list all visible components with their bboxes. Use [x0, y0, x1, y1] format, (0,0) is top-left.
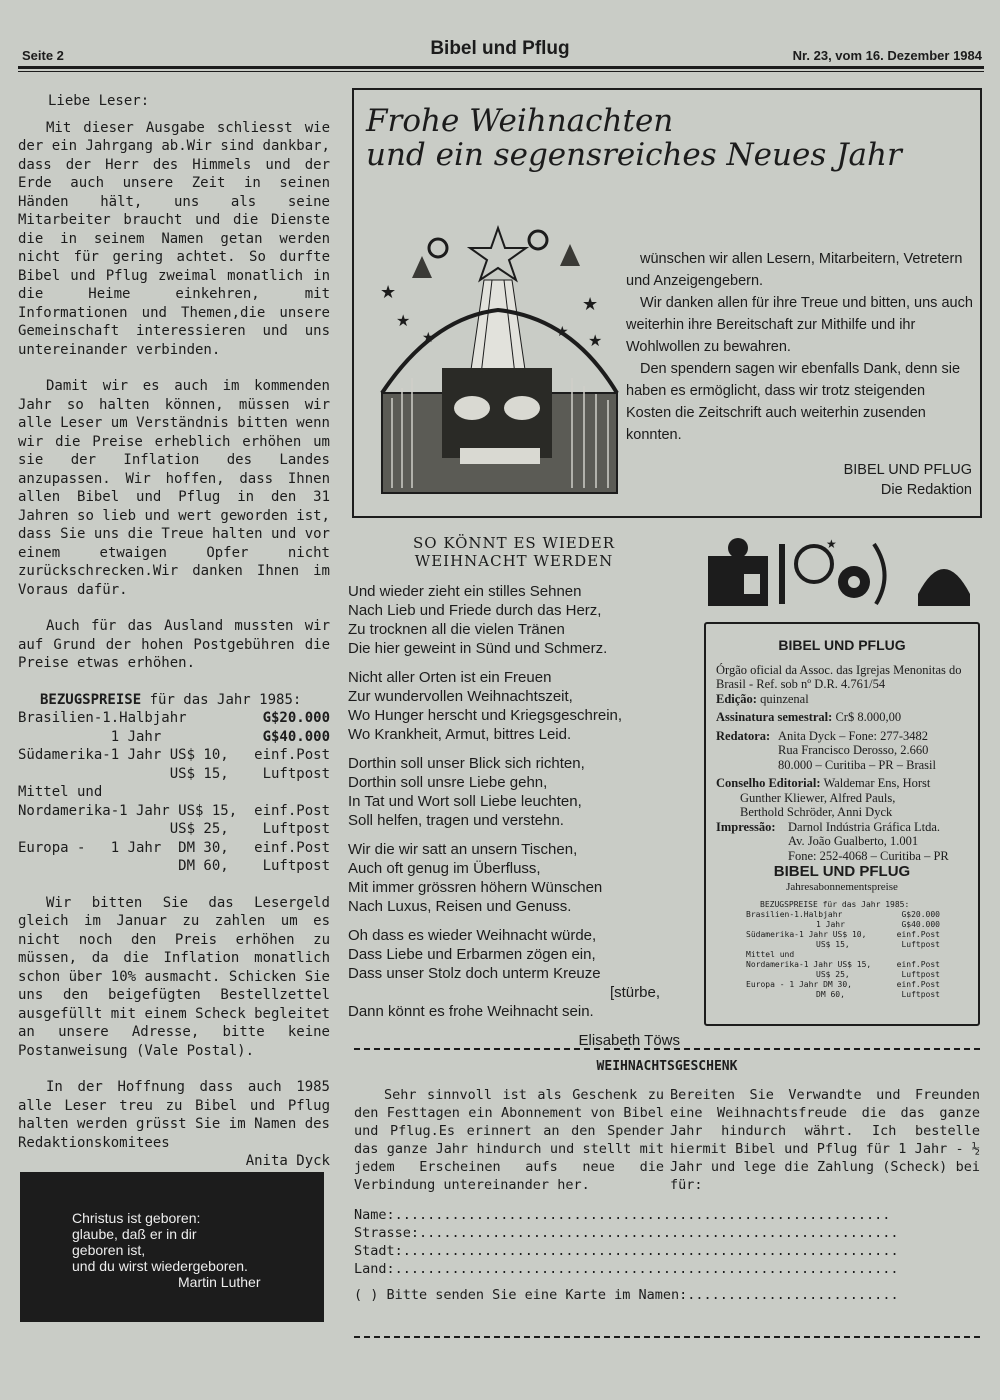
- issue-date: Nr. 23, vom 16. Dezember 1984: [792, 48, 982, 63]
- poem-line: In Tat und Wort soll Liebe leuchten,: [348, 793, 582, 810]
- poem-title: SO KÖNNT ES WIEDER WEIHNACHT WERDEN: [412, 534, 616, 570]
- gift-text-left: Sehr sinnvoll ist als Geschenk zu den Festtagen ein Abonnement von Bibel und Pflug.Es erinnert an den Spender das ganze Jahr hindurch und stellt mit jedem Erscheinen aufs neue die Verbindung untereinander her.: [354, 1087, 664, 1193]
- poem-line: Soll helfen, tragen und verstehn.: [348, 812, 564, 829]
- impressum-edicao: Edição: quinzenal: [716, 691, 809, 706]
- poem-line: Die hier geweint in Sünd und Schmerz.: [348, 640, 608, 657]
- greeting-title: Frohe Weihnachten und ein segensreiches Neues Jahr: [366, 103, 902, 173]
- svg-text:★: ★: [826, 537, 837, 551]
- impressum-organ: Órgão oficial da Assoc. das Igrejas Menonitas do Brasil - Ref. sob nº D.R. 4.761/54: [716, 662, 962, 691]
- country-field[interactable]: Land:..............................................................: [354, 1261, 899, 1277]
- poem-line: Dorthin soll unsre Liebe gehn,: [348, 774, 548, 791]
- luther-quote-box: [20, 1172, 324, 1322]
- impressum-subtitle: Jahresabonnementspreise: [786, 880, 898, 893]
- poem-line: Nach Lieb und Friede durch das Herz,: [348, 602, 602, 619]
- poem-line: Zur wundervollen Weihnachtszeit,: [348, 688, 573, 705]
- price-heading: BEZUGSPREISE für das Jahr 1985:: [40, 691, 302, 708]
- gift-subscription-form: [354, 1058, 980, 1304]
- editorial-paragraph: Mit dieser Ausgabe schliesst wie der ein Jahrgang ab.Wir sind dankbar, dass der Herr des Himmels und der Erde auch unsere Zeit in seinen Händen hält, uns als seine Mitarbeiter braucht und die Dienste die in seinem Namen getan werden nicht für gering achtet. So durfte Bibel und Pflug zweimal monatlich in die Heime einkehren, mit Informationen und Themen,die unsere Gemeinschaft interessieren und uns untereinander verbinden.: [18, 119, 330, 358]
- dashed-rule-top: [354, 1048, 980, 1050]
- city-field[interactable]: Stadt:.............................................................: [354, 1243, 899, 1259]
- quote-line: Christus ist geboren:: [72, 1210, 201, 1226]
- quote-line: und du wirst wiedergeboren.: [72, 1258, 248, 1274]
- impressum-price-row: Brasilien-1.Halbjahr G$20.000: [746, 910, 940, 919]
- price-row: Mittel und: [18, 784, 103, 800]
- price-row: Brasilien-1.Halbjahr G$20.000: [18, 710, 330, 726]
- impressum-impressao: Impressão: Darnol Indústria Gráfica Ltda. Av. João Gualberto, 1.001 Fone: 252-4068 – Curitiba – PR: [716, 819, 949, 863]
- greeting-signature: BIBEL UND PFLUG Die Redaktion: [843, 462, 972, 498]
- name-field[interactable]: Name:.............................................................: [354, 1207, 891, 1223]
- page-number: Seite 2: [22, 48, 64, 63]
- impressum-price-row: Nordamerika-1 Jahr US$ 15, einf.Post: [746, 960, 940, 969]
- poem-line: Nach Luxus, Reisen und Genuss.: [348, 898, 572, 915]
- poem-line: Nicht aller Orten ist ein Freuen: [348, 669, 552, 686]
- salutation: Liebe Leser:: [48, 93, 150, 109]
- poem-line: Und wieder zieht ein stilles Sehnen: [348, 583, 582, 600]
- quote-line: glaube, daß er in dir: [72, 1226, 197, 1242]
- poem-stanza: [348, 840, 680, 916]
- price-list: [18, 691, 330, 876]
- poem-line: Zu trocknen all die vielen Tränen: [348, 621, 565, 638]
- poem-line: Auch oft genug im Überfluss,: [348, 860, 541, 877]
- impressum-price-row: DM 60, Luftpost: [816, 990, 940, 999]
- impressum-conselho: Conselho Editorial: Waldemar Ens, Horst Gunther Kliewer, Alfred Pauls, Berthold Schröder, Anni Dyck: [716, 776, 931, 819]
- impressum-title: BIBEL UND PFLUG: [778, 637, 906, 653]
- editorial-signature: Anita Dyck: [245, 1153, 330, 1169]
- price-row: US$ 25, Luftpost: [18, 821, 330, 837]
- poem-stanza: [348, 668, 680, 744]
- impressum-price-row: 1 Jahr G$40.000: [816, 920, 940, 929]
- card-request-field[interactable]: ( ) Bitte senden Sie eine Karte im Namen:..........................: [354, 1287, 899, 1303]
- price-row: US$ 15, Luftpost: [18, 765, 330, 782]
- poem-stanza: [348, 926, 680, 1021]
- greeting-paragraph: wünschen wir allen Lesern, Mitarbeitern, Vetretern und Anzeigengebern.: [626, 251, 963, 289]
- poem-line: Wir die wir satt an unsern Tischen,: [348, 841, 578, 858]
- svg-text:★: ★: [380, 282, 397, 303]
- greeting-text: [626, 248, 974, 446]
- greeting-paragraph: Wir danken allen für ihre Treue und bitten, uns auch weiterhin ihre Bereitschaft zur Mithilfe und ihr Wohlwollen zu bewahren.: [626, 295, 973, 355]
- poem-line: Dass unser Stolz doch unterm Kreuze: [348, 965, 601, 982]
- impressum-price-row: Südamerika-1 Jahr US$ 10, einf.Post: [746, 930, 940, 939]
- poem-line: Dorthin soll unser Blick sich richten,: [348, 755, 585, 772]
- poem-line: Wo Krankheit, Armut, bittres Leid.: [348, 726, 572, 743]
- price-row: Europa - 1 Jahr DM 30, einf.Post: [18, 839, 330, 856]
- impressum-price-row: US$ 15, Luftpost: [816, 940, 940, 949]
- impressum-redatora: Redatora: Anita Dyck – Fone: 277-3482 Rua Francisco Derosso, 2.660 80.000 – Curitiba – PR – Brasil: [716, 728, 936, 772]
- editorial-column: [18, 92, 330, 1171]
- gift-text-right: Bereiten Sie Verwandte und Freunden eine Weihnachtsfreude die das ganze Jahr hindurch währt. Ich bestelle hiermit Bibel und Pflug für 1 Jahr - ½ Jahr und lege die Zahlung (Scheck) bei für:: [670, 1087, 980, 1193]
- svg-text:★: ★: [582, 294, 599, 315]
- price-row: 1 Jahr G$40.000: [18, 728, 330, 745]
- dashed-rule-bottom: [354, 1336, 980, 1338]
- svg-text:★: ★: [422, 330, 435, 346]
- svg-text:★: ★: [588, 331, 603, 350]
- quote-author: Martin Luther: [178, 1274, 261, 1290]
- svg-text:★: ★: [556, 324, 569, 340]
- poem-line: Dann könnt es frohe Weihnacht sein.: [348, 1003, 594, 1020]
- impressum-box: [704, 622, 980, 1026]
- street-field[interactable]: Strasse:...........................................................: [354, 1225, 899, 1241]
- poem-stanza: [348, 582, 680, 658]
- greeting-paragraph: Den spendern sagen wir ebenfalls Dank, denn sie haben es ermöglicht, dass wir trotz steigenden Kosten die Zeitschrift auch weiterhin zusenden konnten.: [626, 361, 961, 443]
- poem-stanza: [348, 754, 680, 830]
- poem-line: Wo Hunger herscht und Kriegsgeschrein,: [348, 707, 623, 724]
- svg-text:★: ★: [396, 311, 411, 330]
- poem-line: Dass Liebe und Erbarmen zögen ein,: [348, 946, 596, 963]
- price-row: Nordamerika-1 Jahr US$ 15, einf.Post: [18, 802, 330, 819]
- gift-title: WEIHNACHTSGESCHENK: [596, 1059, 738, 1074]
- header-rule-thin: [18, 71, 984, 72]
- christmas-greeting-box: [352, 88, 982, 518]
- poem-line: Mit immer grössren höhern Wünschen: [348, 879, 603, 896]
- impressum-assinatura: Assinatura semestral: Cr$ 8.000,00: [716, 710, 902, 724]
- impressum-price-row: Mittel und: [746, 950, 795, 959]
- editorial-paragraph: Damit wir es auch im kommenden Jahr so halten können, müssen wir alle Leser um Verständnis bitten wenn wir die Preise erheblich erhöhen um sie der Inflation des Landes anzupassen. Wir hoffen, dass Ihnen allen Bibel und Pflug in den 31 Jahren so lieb und wert geworden ist, dass Sie uns die Treue halten und vor einem etwaigen Opfer nicht zurückschrecken.Wir danken Ihnen im Voraus dafür.: [18, 378, 330, 598]
- price-row: Südamerika-1 Jahr US$ 10, einf.Post: [18, 747, 330, 763]
- nativity-illustration: [372, 218, 624, 508]
- impressum-title-2: BIBEL UND PFLUG: [773, 863, 911, 880]
- impressum-price-row: US$ 25, Luftpost: [816, 970, 940, 979]
- poem: [348, 534, 680, 1050]
- header-rule: [18, 66, 984, 69]
- price-row: DM 60, Luftpost: [18, 858, 330, 874]
- christmas-ornaments-illustration: [704, 534, 980, 608]
- poem-line: Oh dass es wieder Weihnacht würde,: [348, 927, 597, 944]
- editorial-paragraph: Wir bitten Sie das Lesergeld gleich im Januar zu zahlen um es nicht noch den Preis erhöhen zu müssen, da die Inflation monatlich schon über 10% ausmacht. Schicken Sie uns den beigefügten Bestellzettel ausgefüllt mit einem Scheck begleitet an unsere Adresse, bitte keine Postanweisung (Vale Postal).: [18, 894, 330, 1059]
- editorial-paragraph: Auch für das Ausland mussten wir auf Grund der hohen Postgebühren die Preise etwas erhöhen.: [18, 618, 330, 671]
- editorial-paragraph: In der Hoffnung dass auch 1985 alle Leser treu zu Bibel und Pflug halten werden grüsst Sie im Namen des Redaktionskomitees: [18, 1079, 330, 1151]
- poem-line: [stürbe,: [609, 984, 660, 1001]
- quote-line: geboren ist,: [72, 1242, 146, 1258]
- impressum-price-list: BEZUGSPREISE für das Jahr 1985: Brasilien-1.Halbjahr G$20.000 1 Jahr G$40.000 Südamerika-1 Jahr US$ 10, einf.Post US$ 15, Luftpost Mittel und Nordamerika-1 Jahr US$ 15, einf.Post US$ 25, Luftpost Europa - 1 Jahr DM 30, einf.Post DM 60, Luftpost: [746, 900, 940, 999]
- newspaper-title: Bibel und Pflug: [430, 38, 570, 59]
- impressum-price-row: Europa - 1 Jahr DM 30, einf.Post: [746, 980, 940, 989]
- poem-author: Elisabeth Töws: [578, 1032, 680, 1049]
